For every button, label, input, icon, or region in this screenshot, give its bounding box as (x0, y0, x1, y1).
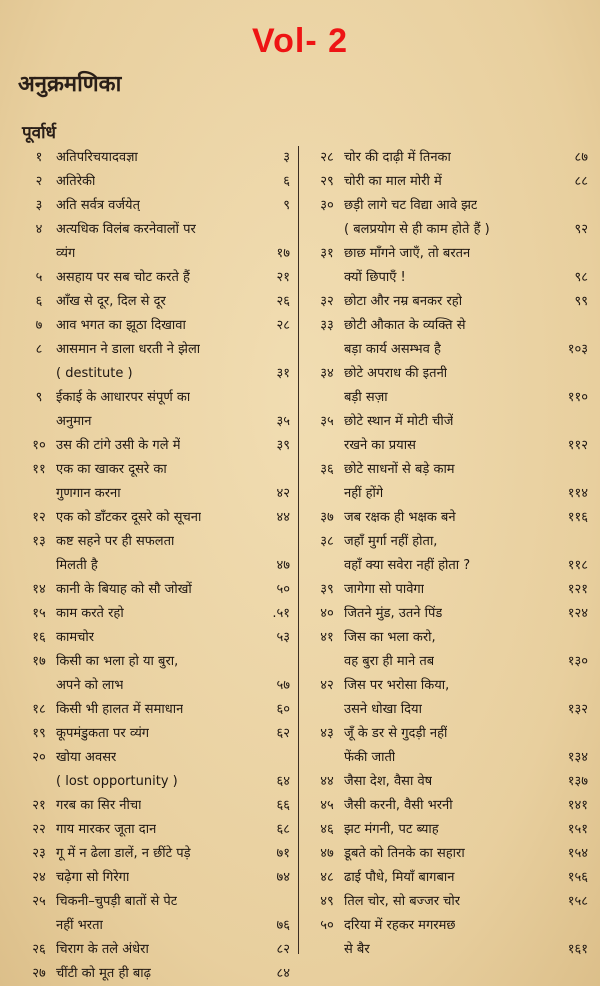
entry-page-number: ६६ (276, 798, 290, 813)
entry-title: किसी भी हालत में समाधान (56, 702, 184, 717)
entry-number: ४४ (320, 774, 334, 789)
entry-title: अनुमान (56, 414, 92, 429)
entry-title: छोटी औकात के व्यक्ति से (344, 318, 466, 333)
entry-number: ३७ (320, 510, 334, 525)
entry-title: एक का खाकर दूसरे का (56, 462, 167, 477)
entry-title: ( destitute ) (56, 366, 133, 381)
index-entry (310, 626, 588, 674)
entry-title: डूबते को तिनके का सहारा (344, 846, 465, 861)
index-entry (310, 722, 588, 770)
index-entry (310, 530, 588, 578)
entry-page-number: १३० (567, 654, 588, 669)
index-entry (22, 434, 290, 458)
entry-page-number: ११६ (567, 510, 588, 525)
entry-number: २६ (32, 942, 46, 957)
entry-title: जहाँ मुर्गा नहीं होता, (344, 534, 438, 549)
entry-title: उसने धोखा दिया (344, 702, 422, 717)
entry-title: जूँ के डर से गुदड़ी नहीं (344, 726, 448, 741)
entry-title: ईकाई के आधारपर संपूर्ण का (56, 390, 191, 405)
index-entry (310, 842, 588, 866)
index-entry (310, 818, 588, 842)
index-entry (22, 602, 290, 626)
entry-title: छोटे अपराध की इतनी (344, 366, 448, 381)
entry-page-number (544, 362, 588, 386)
entry-number: ४८ (320, 870, 334, 885)
volume-label: Vol- 2 (251, 22, 349, 60)
index-entry (22, 506, 290, 530)
entry-page-number (544, 410, 588, 434)
entry-page-number (544, 722, 588, 746)
index-entry (22, 722, 290, 746)
entry-page-number (544, 458, 588, 482)
entry-title: वह बुरा ही माने तब (344, 654, 435, 669)
entry-page-number: १६१ (567, 942, 588, 957)
entry-page-number: ११० (567, 390, 588, 405)
entry-title: आसमान ने डाला धरती ने झेला (56, 342, 201, 357)
entry-page-number: ६२ (276, 726, 290, 741)
entry-title: किसी का भला हो या बुरा, (56, 654, 179, 669)
entry-title: जिस का भला करो, (344, 630, 436, 645)
index-entry (310, 602, 588, 626)
entry-number: १२ (32, 510, 46, 525)
entry-page-number: १२४ (567, 606, 588, 621)
entry-page-number: ३५ (276, 414, 290, 429)
entry-number: ४९ (320, 894, 334, 909)
index-entry (310, 194, 588, 242)
entry-number: ४३ (320, 726, 334, 741)
entry-title: गाय मारकर जूता दान (56, 822, 157, 837)
entry-number: २१ (32, 798, 46, 813)
entry-title: गरब का सिर नीचा (56, 798, 142, 813)
index-entry (22, 266, 290, 290)
entry-number: ३३ (320, 318, 334, 333)
entry-page-number: ९२ (574, 222, 588, 237)
index-entry (310, 866, 588, 890)
entry-page-number (252, 746, 290, 770)
entry-number: २ (35, 174, 43, 189)
index-entry (310, 242, 588, 290)
entry-page-number: ७६ (276, 918, 290, 933)
entry-number: २४ (32, 870, 46, 885)
entry-page-number: ११२ (567, 438, 588, 453)
entry-title: चिराग के तले अंधेरा (56, 942, 149, 957)
entry-page-number: ८४ (276, 966, 290, 981)
entry-page-number: ६४ (276, 774, 290, 789)
entry-page-number: .५१ (272, 606, 290, 621)
entry-page-number: १५१ (567, 822, 588, 837)
entry-number: २२ (32, 822, 46, 837)
right-index-column (310, 146, 588, 962)
entry-page-number (252, 650, 290, 674)
entry-page-number: १३७ (567, 774, 588, 789)
entry-title: झट मंगनी, पट ब्याह (344, 822, 439, 837)
entry-title: जागेगा सो पावेगा (344, 582, 425, 597)
entry-title: असहाय पर सब चोट करते हैं (56, 270, 190, 285)
entry-page-number (252, 530, 290, 554)
index-entry (22, 386, 290, 434)
entry-number: १७ (32, 654, 46, 669)
index-entry (22, 194, 290, 218)
index-entry (310, 410, 588, 458)
entry-title: क्यों छिपाएँ ! (344, 270, 406, 285)
entry-number: ३१ (320, 246, 334, 261)
entry-number: ३० (320, 198, 334, 213)
entry-title: काम करते रहो (56, 606, 124, 621)
entry-number: २८ (320, 150, 334, 165)
entry-page-number: १५८ (567, 894, 588, 909)
entry-page-number (544, 674, 588, 698)
entry-title: कानी के बियाह को सौ जोखों (56, 582, 192, 597)
index-entry (22, 818, 290, 842)
entry-title: गू में न ढेला डालें, न छींटे पड़े (56, 846, 191, 861)
entry-title: कामचोर (56, 630, 95, 645)
entry-title: कूपमंडुकता पर व्यंग (56, 726, 150, 741)
entry-title: छोटा और नम्र बनकर रहो (344, 294, 463, 309)
entry-title: गुणगान करना (56, 486, 121, 501)
entry-title: अतिपरिचयादवज्ञा (56, 150, 138, 165)
entry-page-number: ३१ (276, 366, 290, 381)
index-entry (22, 146, 290, 170)
entry-page-number (252, 338, 290, 362)
index-entry (22, 314, 290, 338)
entry-title: बड़ा कार्य असम्भव है (344, 342, 441, 357)
entry-number: १८ (32, 702, 46, 717)
column-divider (298, 146, 299, 954)
entry-title: जैसी करनी, वैसी भरनी (344, 798, 453, 813)
entry-page-number: ९९ (574, 294, 588, 309)
entry-number: ९ (35, 390, 43, 405)
entry-title: से बैर (344, 942, 370, 957)
entry-page-number (544, 194, 588, 218)
entry-number: २० (32, 750, 46, 765)
entry-number: २३ (32, 846, 46, 861)
index-entry (22, 866, 290, 890)
entry-title: छाछ माँगने जाएँ, तो बरतन (344, 246, 471, 261)
entry-title: मिलती है (56, 558, 98, 573)
entry-number: ३ (35, 198, 43, 213)
entry-number: ३८ (320, 534, 334, 549)
entry-title: नहीं भरता (56, 918, 103, 933)
entry-title: छोटे स्थान में मोटी चीजें (344, 414, 454, 429)
entry-number: ११ (32, 462, 46, 477)
entry-number: १४ (32, 582, 46, 597)
entry-page-number (544, 242, 588, 266)
entry-page-number: १२१ (567, 582, 588, 597)
left-index-column (22, 146, 290, 986)
entry-title: अत्यधिक विलंब करनेवालों पर (56, 222, 196, 237)
entry-title: जिस पर भरोसा किया, (344, 678, 450, 693)
entry-page-number: २८ (276, 318, 290, 333)
index-entry (310, 290, 588, 314)
index-entry (22, 650, 290, 698)
entry-title: उस की टांगे उसी के गले में (56, 438, 181, 453)
entry-page-number: १५६ (567, 870, 588, 885)
index-entry (22, 218, 290, 266)
entry-number: ३६ (320, 462, 334, 477)
index-entry (22, 458, 290, 506)
entry-page-number: ८७ (574, 150, 588, 165)
entry-number: १ (35, 150, 43, 165)
index-entry (22, 962, 290, 986)
index-entry (22, 626, 290, 650)
entry-page-number (544, 914, 588, 938)
entry-number: ८ (35, 342, 43, 357)
section-heading: पूर्वार्ध (22, 123, 56, 143)
entry-page-number: ११८ (567, 558, 588, 573)
entry-title: चोर की दाढ़ी में तिनका (344, 150, 451, 165)
entry-title: जब रक्षक ही भक्षक बने (344, 510, 456, 525)
entry-title: ( बलप्रयोग से ही काम होते हैं ) (344, 222, 490, 237)
entry-title: फेंकी जाती (344, 750, 396, 765)
index-entry (22, 938, 290, 962)
entry-title: अति सर्वत्र वर्जयेत् (56, 198, 140, 213)
index-entry (310, 458, 588, 506)
entry-title: चढ़ेगा सो गिरेगा (56, 870, 130, 885)
entry-page-number: ४७ (276, 558, 290, 573)
index-entry (310, 170, 588, 194)
entry-page-number: ५० (276, 582, 290, 597)
entry-number: ५ (35, 270, 43, 285)
entry-title: खोया अवसर (56, 750, 117, 765)
entry-page-number: ९८ (574, 270, 588, 285)
entry-number: ४५ (320, 798, 334, 813)
entry-title: चोरी का माल मोरी में (344, 174, 442, 189)
entry-page-number: ४२ (276, 486, 290, 501)
index-entry (22, 698, 290, 722)
entry-page-number: ६० (276, 702, 290, 717)
entry-title: नहीं होंगे (344, 486, 384, 501)
entry-title: ( lost opportunity ) (56, 774, 178, 789)
entry-title: तिल चोर, सो बज्जर चोर (344, 894, 461, 909)
entry-number: ४६ (320, 822, 334, 837)
entry-page-number (544, 626, 588, 650)
entry-page-number: १३२ (567, 702, 588, 717)
entry-number: ७ (35, 318, 43, 333)
entry-title: बड़ी सज़ा (344, 390, 388, 405)
entry-page-number (544, 314, 588, 338)
entry-page-number: १५४ (567, 846, 588, 861)
index-entry (310, 770, 588, 794)
entry-page-number: ३ (283, 150, 290, 165)
entry-page-number: २१ (276, 270, 290, 285)
entry-title: आँख से दूर, दिल से दूर (56, 294, 166, 309)
entry-title: एक को डाँटकर दूसरे को सूचना (56, 510, 202, 525)
entry-title: छड़ी लागे चट विद्या आवे झट (344, 198, 478, 213)
entry-number: १३ (32, 534, 46, 549)
entry-page-number (252, 458, 290, 482)
entry-page-number: ६८ (276, 822, 290, 837)
entry-number: ५० (320, 918, 334, 933)
entry-page-number: ५३ (276, 630, 290, 645)
index-entry (22, 578, 290, 602)
entry-title: व्यंग (56, 246, 76, 261)
entry-number: ४२ (320, 678, 334, 693)
entry-page-number: १४१ (567, 798, 588, 813)
entry-page-number: ८८ (574, 174, 588, 189)
index-entry (310, 146, 588, 170)
entry-number: १० (32, 438, 46, 453)
index-entry (310, 314, 588, 362)
entry-number: २७ (32, 966, 46, 981)
index-entry (22, 530, 290, 578)
entry-page-number: ६ (283, 174, 290, 189)
index-entry (310, 674, 588, 722)
entry-title: कष्ट सहने पर ही सफलता (56, 534, 175, 549)
entry-title: जैसा देश, वैसा वेष (344, 774, 433, 789)
entry-number: २९ (320, 174, 334, 189)
index-entry (310, 914, 588, 962)
index-entry (22, 890, 290, 938)
entry-page-number (252, 218, 290, 242)
entry-title: चींटी को मूत ही बाढ़ (56, 966, 151, 981)
entry-page-number: ८२ (276, 942, 290, 957)
entry-number: ४० (320, 606, 334, 621)
entry-page-number (252, 386, 290, 410)
entry-page-number: १७ (276, 246, 290, 261)
entry-title: जितने मुंड, उतने पिंड (344, 606, 443, 621)
entry-title: अपने को लाभ (56, 678, 124, 693)
entry-number: ४ (35, 222, 43, 237)
entry-number: १६ (32, 630, 46, 645)
entry-number: २५ (32, 894, 46, 909)
entry-page-number: ५७ (276, 678, 290, 693)
entry-title: रखने का प्रयास (344, 438, 416, 453)
entry-page-number: ७१ (276, 846, 290, 861)
index-entry (22, 794, 290, 818)
index-entry (22, 746, 290, 794)
entry-number: ३४ (320, 366, 334, 381)
entry-number: ३२ (320, 294, 334, 309)
entry-page-number: ९ (283, 198, 290, 213)
entry-title: आव भगत का झूठा दिखावा (56, 318, 186, 333)
entry-number: १५ (32, 606, 46, 621)
index-entry (22, 842, 290, 866)
entry-number: ३५ (320, 414, 334, 429)
entry-number: ४१ (320, 630, 334, 645)
entry-number: ३९ (320, 582, 334, 597)
entry-number: १९ (32, 726, 46, 741)
index-entry (22, 338, 290, 386)
entry-page-number: ४४ (276, 510, 290, 525)
entry-page-number: २६ (276, 294, 290, 309)
entry-page-number: १३४ (567, 750, 588, 765)
index-entry (22, 290, 290, 314)
entry-title: ढाई पौधे, मियाँ बागबान (344, 870, 455, 885)
index-entry (310, 506, 588, 530)
entry-title: चिकनी–चुपड़ी बातों से पेट (56, 894, 178, 909)
entry-page-number: ७४ (276, 870, 290, 885)
index-entry (310, 578, 588, 602)
entry-page-number: ३९ (276, 438, 290, 453)
entry-number: ४७ (320, 846, 334, 861)
entry-page-number: ११४ (567, 486, 588, 501)
entry-page-number: १०३ (567, 342, 588, 357)
page-title: अनुक्रमणिका (18, 72, 122, 97)
entry-number: ६ (35, 294, 43, 309)
entry-title: वहाँ क्या सवेरा नहीं होता ? (344, 558, 471, 573)
entry-title: छोटे साधनों से बड़े काम (344, 462, 455, 477)
index-entry (310, 362, 588, 410)
index-entry (310, 794, 588, 818)
entry-title: दरिया में रहकर मगरमछ (344, 918, 456, 933)
entry-title: अतिरेकी (56, 174, 96, 189)
entry-page-number (544, 530, 588, 554)
index-entry (22, 170, 290, 194)
entry-page-number (252, 890, 290, 914)
index-entry (310, 890, 588, 914)
